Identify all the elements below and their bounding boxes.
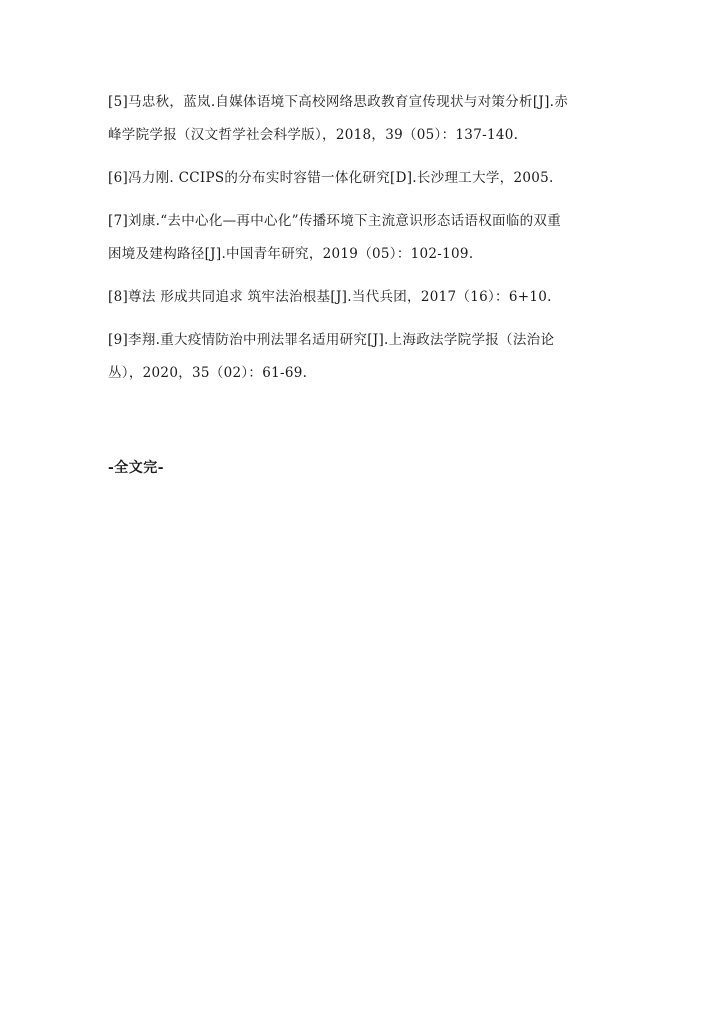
reference-line: 困境及建构路径[J].中国青年研究，2019（05）：102-109.	[108, 246, 474, 262]
reference-line: [6]冯力刚. CCIPS的分布实时容错一体化研究[D].长沙理工大学，2005.	[108, 170, 554, 186]
end-of-document-mark: -全文完-	[108, 460, 165, 476]
reference-line: [5]马忠秋，蓝岚.自媒体语境下高校网络思政教育宣传现状与对策分析[J].赤	[108, 94, 569, 110]
reference-list	[108, 86, 608, 400]
reference-item	[108, 86, 608, 152]
reference-line: 丛），2020，35（02）：61-69.	[108, 365, 308, 381]
reference-item	[108, 162, 608, 195]
reference-item	[108, 324, 608, 390]
reference-line: [8]尊法 形成共同追求 筑牢法治根基[J].当代兵团，2017（16）：6+10.	[108, 289, 552, 305]
reference-line: [9]李翔.重大疫情防治中刑法罪名适用研究[J].上海政法学院学报（法治论	[108, 332, 555, 348]
reference-line: [7]刘康.“去中心化—再中心化”传播环境下主流意识形态话语权面临的双重	[108, 213, 562, 229]
reference-line: 峰学院学报（汉文哲学社会科学版），2018，39（05）：137-140.	[108, 127, 519, 143]
reference-item	[108, 205, 608, 271]
reference-item	[108, 281, 608, 314]
